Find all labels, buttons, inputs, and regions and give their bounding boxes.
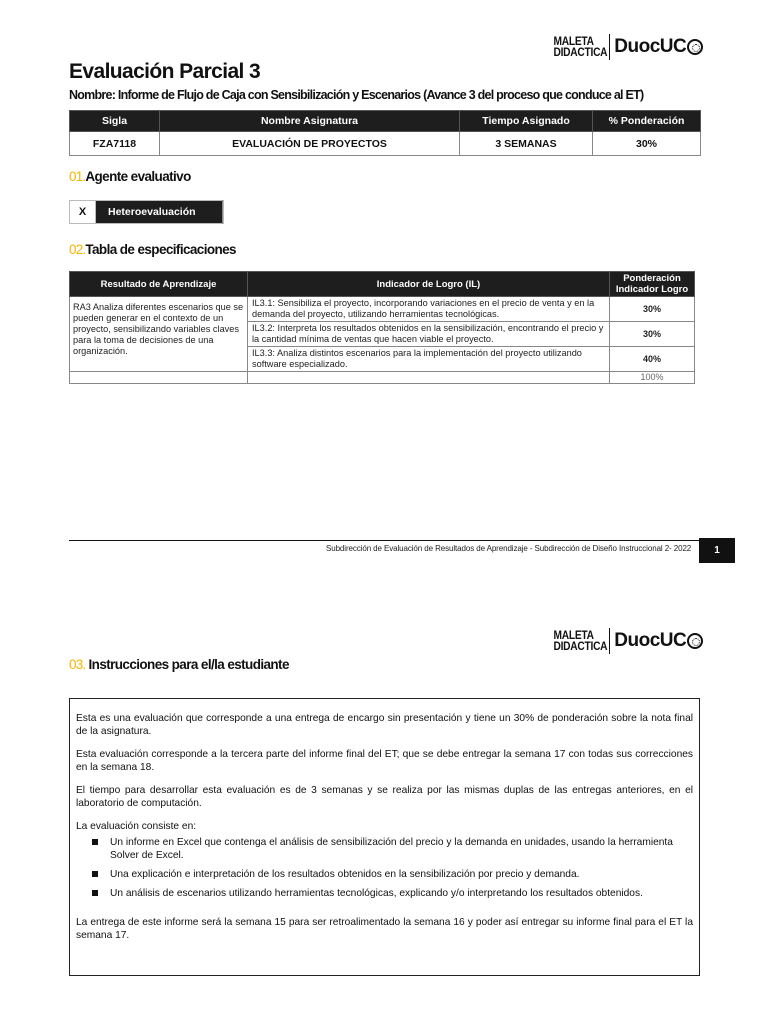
list-item: Un informe en Excel que contenga el análisis de sensibilización del precio y la demanda en unidades, usando la herramienta Solver de Excel. xyxy=(76,836,693,862)
indicator-cell: IL3.2: Interpreta los resultados obtenidos en la sensibilización, encontrando el precio y la cantidad mínima de ventas que hacen viable el proyecto. xyxy=(248,322,610,347)
instruction-list-lead: La evaluación consiste en: xyxy=(76,821,197,832)
table-header: Tiempo Asignado xyxy=(460,111,593,132)
indicator-cell: IL3.1: Sensibiliza el proyecto, incorporando variaciones en el precio de venta y en la demanda del proyecto, utilizando herramientas tecnológicas. xyxy=(248,297,610,322)
indicator-cell: IL3.3: Analiza distintos escenarios para la implementación del proyecto utilizando software especializado. xyxy=(248,347,610,372)
course-info-table xyxy=(69,110,701,156)
section-heading-agente: 01.Agente evaluativo xyxy=(69,169,191,184)
instructions-box xyxy=(69,698,700,976)
instruction-paragraph: Esta evaluación corresponde a la tercera parte del informe final del ET; que se debe entregar la semana 17 con todas sus correcciones en la semana 18. xyxy=(76,749,693,773)
list-item: Una explicación e interpretación de los resultados obtenidos en la sensibilización por precio y demanda. xyxy=(76,868,693,881)
brand-logo xyxy=(544,628,703,654)
brand-logo xyxy=(544,34,703,60)
instruction-list xyxy=(76,836,693,900)
list-item: Un análisis de escenarios utilizando herramientas tecnológicas, explicando y/o interpretando los resultados obtenidos. xyxy=(76,887,693,900)
specifications-table xyxy=(69,271,695,384)
maleta-didactica-logo: MALETA DIDACTICA xyxy=(553,34,608,59)
weight-cell: 30% xyxy=(610,297,695,322)
weight-cell: 40% xyxy=(610,347,695,372)
table-row xyxy=(70,297,695,322)
table-cell: 3 SEMANAS xyxy=(460,132,593,156)
instruction-paragraph: Esta es una evaluación que corresponde a una entrega de encargo sin presentación y tiene un 30% de ponderación sobre la nota final de la asignatura. xyxy=(76,713,693,737)
table-row xyxy=(70,132,701,156)
table-cell: 30% xyxy=(593,132,701,156)
duocuc-logo-text: DuocUC xyxy=(614,36,687,57)
duocuc-logo-text: DuocUC xyxy=(614,630,687,651)
table-header: Ponderación Indicador Logro xyxy=(610,272,695,297)
section-heading-instrucciones: 03. Instrucciones para el/la estudiante xyxy=(69,657,289,672)
footer-text: Subdirección de Evaluación de Resultados de Aprendizaje - Subdirección de Diseño Instruccional 2- 2022 xyxy=(326,544,692,553)
total-weight-cell: 100% xyxy=(610,372,695,384)
section-heading-especificaciones: 02.Tabla de especificaciones xyxy=(69,242,236,257)
table-header: Resultado de Aprendizaje xyxy=(70,272,248,297)
instruction-paragraph: El tiempo para desarrollar esta evaluación es de 3 semanas y se realiza por las mismas duplas de las entregas anteriores, en el laboratorio de computación. xyxy=(76,785,693,809)
weight-cell: 30% xyxy=(610,322,695,347)
table-header: % Ponderación xyxy=(593,111,701,132)
agent-label: Heteroevaluación xyxy=(96,201,223,223)
table-cell: FZA7118 xyxy=(70,132,160,156)
maleta-didactica-logo: MALETA DIDACTICA xyxy=(553,628,608,653)
page-subtitle: Nombre: Informe de Flujo de Caja con Sensibilización y Escenarios (Avance 3 del proceso que conduce al ET) xyxy=(69,88,644,102)
table-cell: EVALUACIÓN DE PROYECTOS xyxy=(160,132,460,156)
page-number: 1 xyxy=(699,538,735,563)
table-header: Sigla xyxy=(70,111,160,132)
agente-evaluativo-box xyxy=(69,200,224,224)
table-row xyxy=(70,372,695,384)
page-title: Evaluación Parcial 3 xyxy=(69,60,261,83)
selected-mark: X xyxy=(70,201,96,223)
duocuc-seal-icon xyxy=(687,39,703,55)
instruction-closing: La entrega de este informe será la semana 15 para ser retroalimentado la semana 16 y poder así entregar su informe final para el ET la semana 17. xyxy=(76,917,693,941)
table-header: Indicador de Logro (IL) xyxy=(248,272,610,297)
duocuc-seal-icon xyxy=(687,633,703,649)
learning-outcome-cell: RA3 Analiza diferentes escenarios que se pueden generar en el contexto de un proyecto, sensibilizando variables claves para la toma de decisiones de una organización. xyxy=(70,297,248,372)
footer-divider xyxy=(69,540,700,541)
table-header: Nombre Asignatura xyxy=(160,111,460,132)
